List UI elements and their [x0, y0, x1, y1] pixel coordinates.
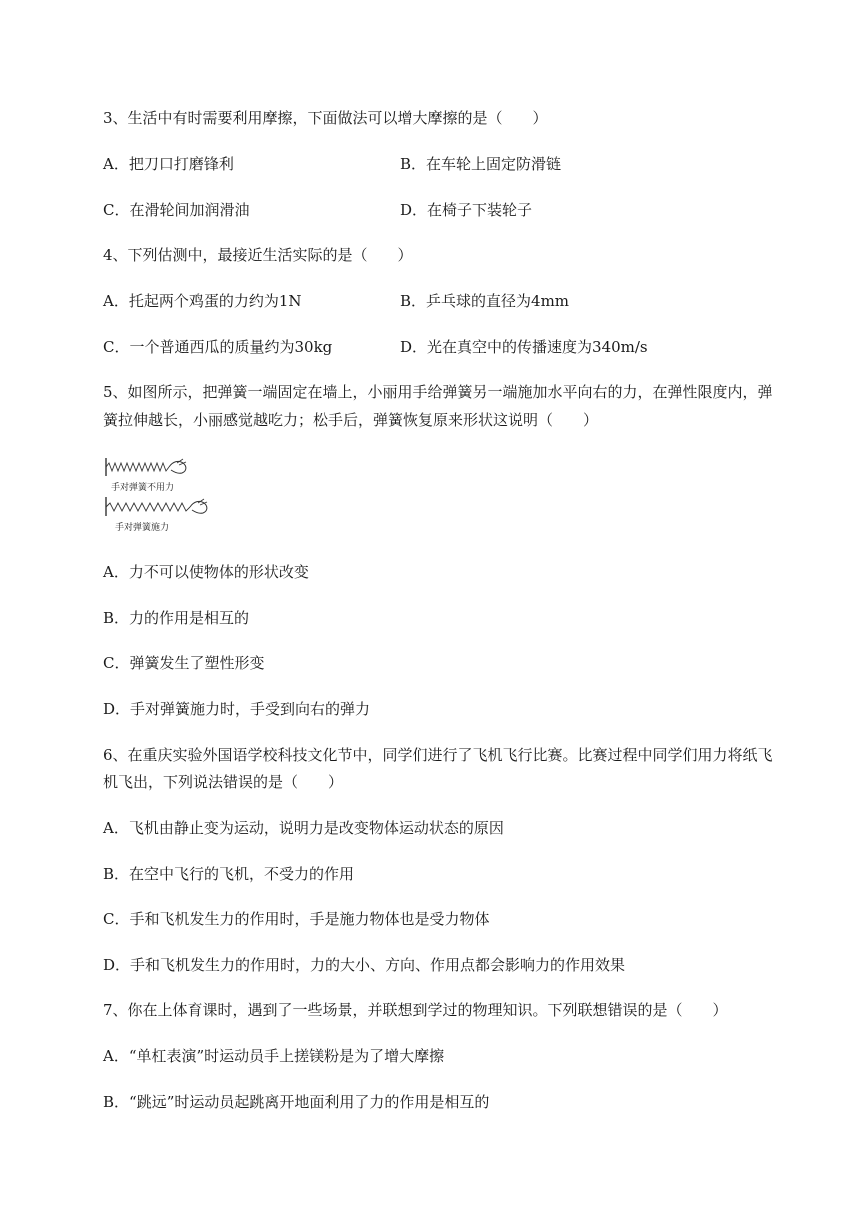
question-3-option-b: B．在车轮上固定防滑链 [400, 155, 562, 173]
caption-apply-force: 手对弹簧施力 [115, 523, 170, 533]
question-3-option-c: C．在滑轮间加润滑油 [103, 201, 250, 219]
spring-figure [103, 452, 213, 534]
question-6-stem-line-2: 机飞出，下列说法错误的是（ ） [103, 773, 344, 791]
question-5-option-c: C．弹簧发生了塑性形变 [103, 654, 265, 672]
spring-diagram [103, 452, 213, 534]
spring-relaxed [106, 463, 169, 471]
question-4-option-b: B．乒乓球的直径为4mm [400, 292, 570, 310]
question-5-stem-line-2: 簧拉伸越长，小丽感觉越吃力；松手后，弹簧恢复原来形状这说明（ ） [103, 411, 599, 429]
question-7-stem: 7、你在上体育课时，遇到了一些场景，并联想到学过的物理知识。下列联想错误的是（ ） [103, 1001, 728, 1019]
question-6-option-b: B．在空中飞行的飞机，不受力的作用 [103, 865, 355, 883]
question-3-option-a: A．把刀口打磨锋利 [103, 155, 234, 173]
question-5-option-d: D．手对弹簧施力时，手受到向右的弹力 [103, 700, 371, 718]
question-6-option-d: D．手和飞机发生力的作用时，力的大小、方向、作用点都会影响力的作用效果 [103, 956, 626, 974]
question-4-option-c: C．一个普通西瓜的质量约为30kg [103, 338, 333, 356]
question-5-option-b: B．力的作用是相互的 [103, 609, 250, 627]
question-4-option-a: A．托起两个鸡蛋的力约为1N [103, 292, 302, 310]
question-3-stem: 3、生活中有时需要利用摩擦，下面做法可以增大摩擦的是（ ） [103, 109, 548, 127]
question-6-option-a: A．飞机由静止变为运动，说明力是改变物体运动状态的原因 [103, 819, 504, 837]
question-4-stem: 4、下列估测中，最接近生活实际的是（ ） [103, 246, 413, 264]
spring-stretched [106, 503, 190, 511]
question-4-option-d: D．光在真空中的传播速度为340m/s [400, 338, 648, 356]
question-6-stem-line-1: 6、在重庆实验外国语学校科技文化节中，同学们进行了飞机飞行比赛。比赛过程中同学们用力将纸飞 [103, 746, 773, 764]
question-5-stem-line-1: 5、如图所示，把弹簧一端固定在墙上，小丽用手给弹簧另一端施加水平向右的力，在弹性限度内，弹 [103, 383, 773, 401]
question-7-option-a: A．“单杠表演”时运动员手上搓镁粉是为了增大摩擦 [103, 1047, 445, 1065]
caption-no-force: 手对弹簧不用力 [111, 483, 175, 493]
question-6-option-c: C．手和飞机发生力的作用时，手是施力物体也是受力物体 [103, 910, 490, 928]
question-5-option-a: A．力不可以使物体的形状改变 [103, 563, 309, 581]
question-7-option-b: B．“跳远”时运动员起跳离开地面利用了力的作用是相互的 [103, 1093, 490, 1111]
question-3-option-d: D．在椅子下装轮子 [400, 201, 533, 219]
